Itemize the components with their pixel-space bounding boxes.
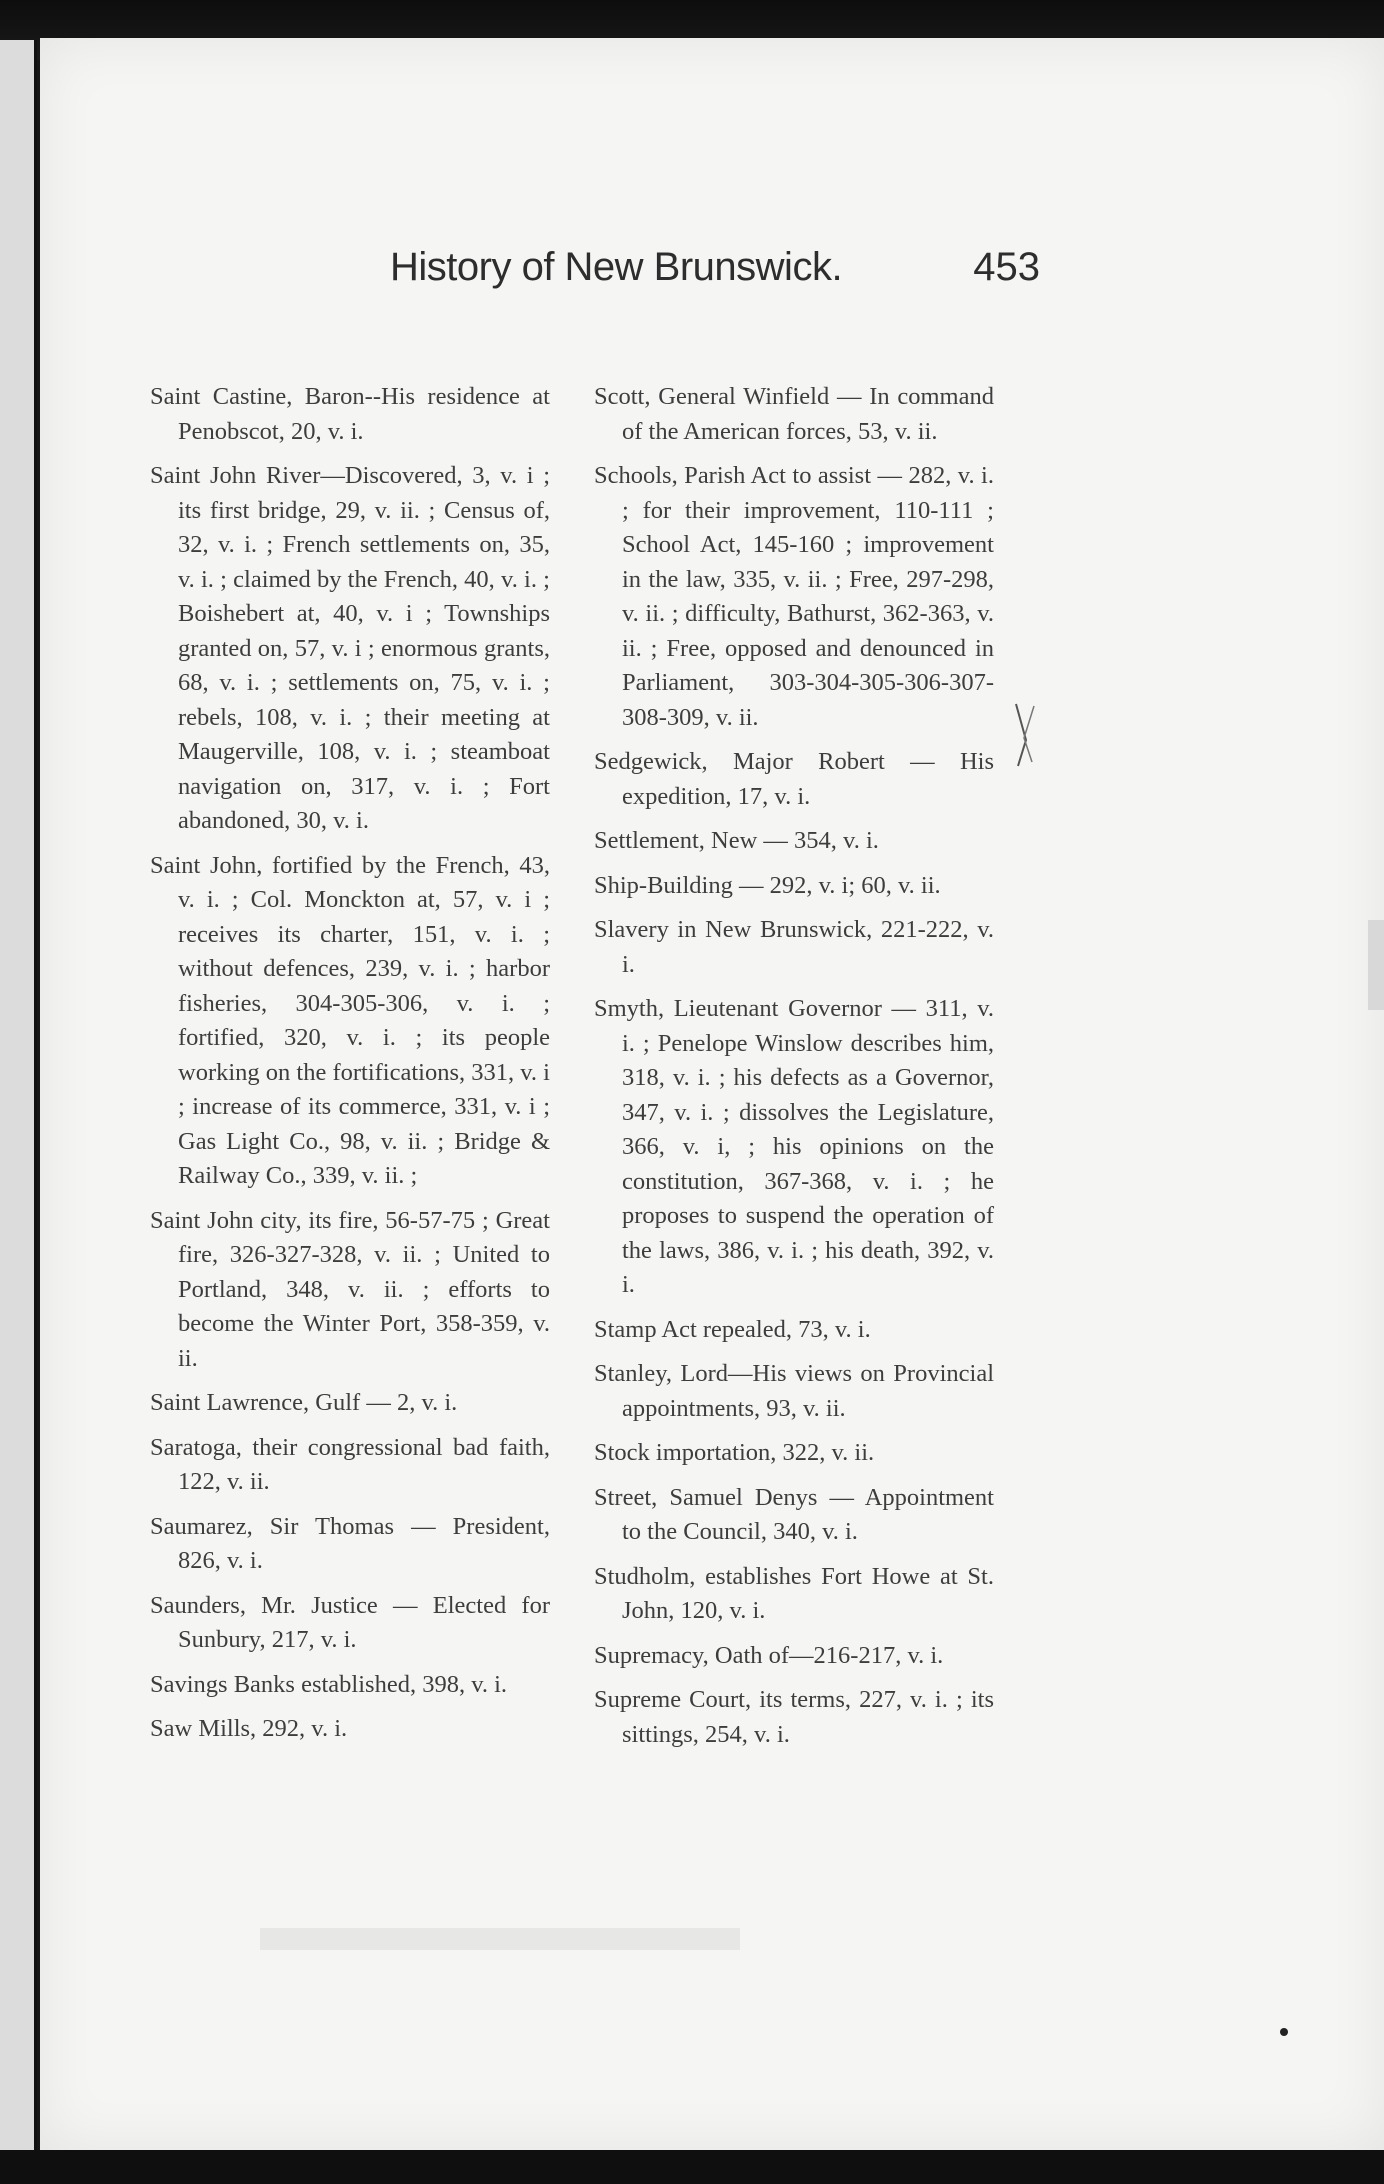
index-entry: Saint John River—Discovered, 3, v. i ; its first bridge, 29, v. ii. ; Census of, 32, v. i. ; French settlements on, 35, v. i. ; claimed by the French, 40, v. i. ; Boishebert at, 40, v. i ; Townships granted on, 57, v. i ; enormous grants, 68, v. i. ; settlements on, 75, v. i. ; rebels, 108, v. i. ; their meeting at Maugerville, 108, v. i. ; steamboat navigation on, 317, v. i. ; Fort abandoned, 30, v. i. [150, 462, 550, 834]
index-column-right [594, 380, 994, 1762]
index-entry: Smyth, Lieutenant Governor — 311, v. i. ; Penelope Winslow describes him, 318, v. i. ; his defects as a Governor, 347, v. i. ; dissolves the Legislature, 366, v. i, ; his opinions on the constitution, 367-368, v. i. ; he proposes to suspend the operation of the laws, 386, v. i. ; his death, 392, v. i. [594, 995, 994, 1298]
index-entry: Settlement, New — 354, v. i. [594, 827, 879, 854]
index-entry: Stanley, Lord—His views on Provincial appointments, 93, v. ii. [594, 1360, 994, 1422]
index-entry: Sedgewick, Major Robert — His expedition, 17, v. i. [594, 748, 994, 810]
page-number: 453 [973, 245, 1040, 289]
index-entry: Schools, Parish Act to assist — 282, v. i. ; for their improvement, 110-111 ; School Act, 145-160 ; improvement in the law, 335, v. ii. ; Free, 297-298, v. ii. ; difficulty, Bathurst, 362-363, v. ii. ; Free, opposed and denounced in Parliament, 303-304-305-306-307-308-309, v. ii. [594, 462, 994, 731]
index-entry: Saint John, fortified by the French, 43, v. i. ; Col. Monckton at, 57, v. i ; receives its charter, 151, v. i. ; without defences, 239, v. i. ; harbor fisheries, 304-305-306, v. i. ; fortified, 320, v. i. ; its people working on the fortifications, 331, v. i ; increase of its commerce, 331, v. i ; Gas Light Co., 98, v. ii. ; Bridge & Railway Co., 339, v. ii. ; [150, 851, 550, 1189]
film-notch [1368, 920, 1384, 1010]
show-through-ghost [260, 1920, 760, 1960]
adjacent-page-edge [0, 40, 37, 2150]
index-entry: Savings Banks established, 398, v. i. [150, 1670, 508, 1698]
index-entry: Street, Samuel Denys — Appointment to the Council, 340, v. i. [594, 1483, 994, 1545]
index-entry: Saw Mills, 292, v. i. [150, 1715, 348, 1742]
index-entry: Supremacy, Oath of—216-217, v. i. [594, 1641, 944, 1669]
pencil-margin-mark [1010, 700, 1040, 770]
index-entry: Saint John city, its fire, 56-57-75 ; Great fire, 326-327-328, v. ii. ; United to Portland, 348, v. ii. ; efforts to become the Winter Port, 358-359, v. ii. [150, 1206, 550, 1372]
index-entry: Scott, General Winfield — In command of the American forces, 53, v. ii. [594, 383, 994, 445]
index-entry: Saumarez, Sir Thomas — President, 826, v. i. [150, 1512, 550, 1574]
index-entry: Studholm, establishes Fort Howe at St. John, 120, v. i. [594, 1562, 994, 1624]
index-entry: Saint Castine, Baron--His residence at Penobscot, 20, v. i. [150, 383, 550, 445]
running-title: History of New Brunswick. [390, 245, 843, 289]
index-entry: Slavery in New Brunswick, 221-222, v. i. [594, 916, 994, 978]
ink-speck [1280, 2028, 1288, 2036]
page-header [350, 245, 1040, 305]
index-entry: Saratoga, their congressional bad faith, 122, v. ii. [150, 1433, 550, 1495]
index-entry: Supreme Court, its terms, 227, v. i. ; its sittings, 254, v. i. [594, 1686, 994, 1748]
index-column-left [150, 380, 550, 1757]
index-entry: Ship-Building — 292, v. i; 60, v. ii. [594, 871, 941, 899]
index-entry: Saunders, Mr. Justice — Elected for Sunbury, 217, v. i. [150, 1591, 550, 1653]
index-entry: Stamp Act repealed, 73, v. i. [594, 1315, 871, 1343]
film-edge-bottom [0, 2150, 1384, 2184]
index-entry: Stock importation, 322, v. ii. [594, 1439, 875, 1466]
index-entry: Saint Lawrence, Gulf — 2, v. i. [150, 1389, 458, 1416]
